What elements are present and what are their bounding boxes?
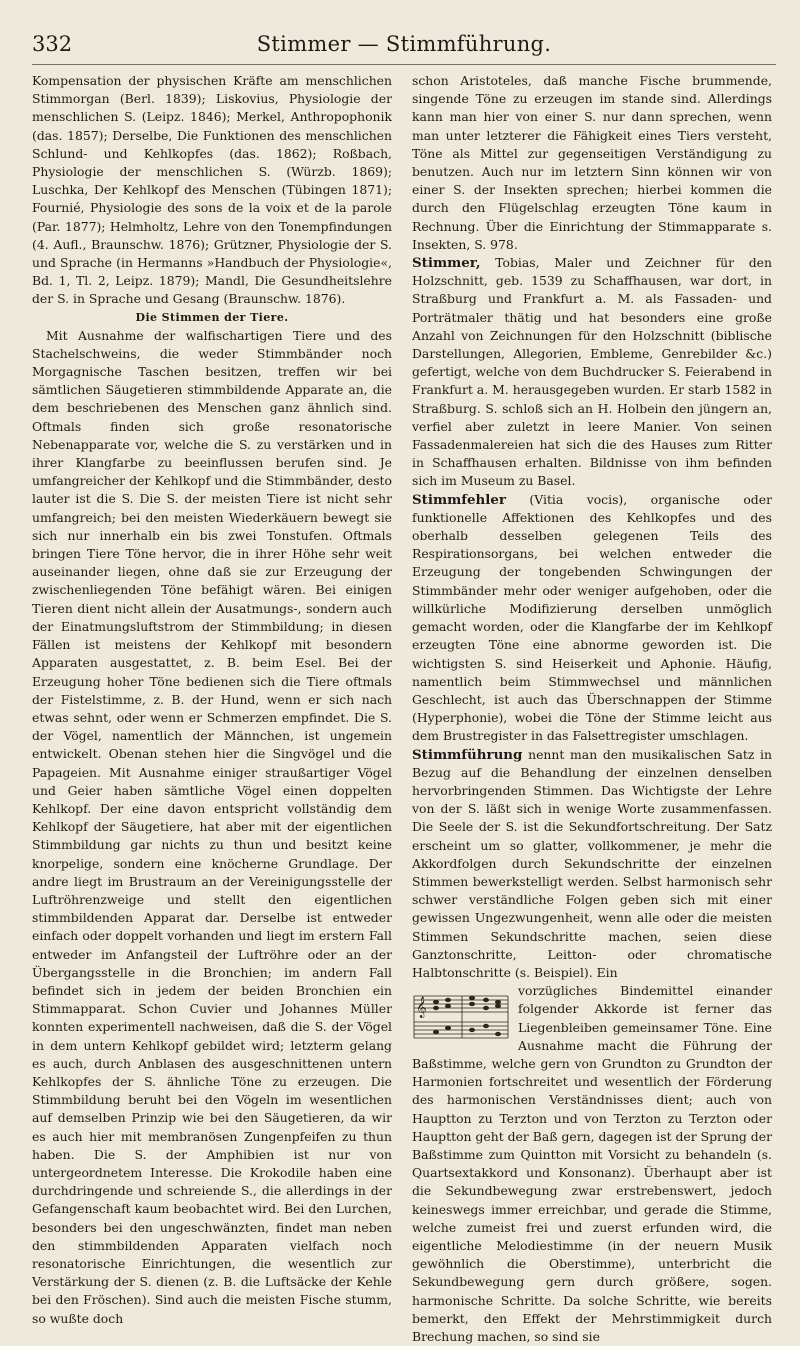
page-header (32, 30, 776, 65)
animal-voices-paragraph: Mit Ausnahme der walfischartigen Tiere und des Stachelschweins, die weder Stimmbänder noch Morgagnische Taschen besitzen, treffen wir bei sämtlichen Säugetieren stimmbildende Apparate an, die dem beschriebenen des Menschen ganz ähnlich sind. Oftmals finden sich große resonatorische Nebenapparate vor, welche die S. zu verstärken und in ihrer Klangfarbe zu beeinflussen berufen sind. Je umfangreicher der Kehlkopf und die Stimmbänder, desto lauter ist die S. Die S. der meisten Tiere ist nicht sehr umfangreich; bei den meisten Wiederkäuern bewegt sie sich nur innerhalb ein bis zwei Tonstufen. Oftmals bringen Tiere Töne hervor, die in ihrer Höhe sehr weit auseinander liegen, ohne daß sie zur Erzeugung der zwischenliegenden Töne befähigt wären. Bei einigen Tieren dient nicht allein der Ausatmungs-, sondern auch der Einatmungsluftstrom der Stimmbildung; in diesen Fällen ist meistens der Kehlkopf mit besondern Apparaten ausgestattet, z. B. beim Esel. Bei der Erzeugung hoher Töne bedienen sich die Tiere oftmals der Fistelstimme, z. B. der Hund, wenn er sich nach etwas sehnt, oder wenn er Schmerzen empfindet. Die S. der Vögel, namentlich der Männchen, ist ungemein entwickelt. Obenan stehen hier die Singvögel und die Papageien. Mit Ausnahme einiger straußartiger Vögel und Geier haben sämtliche Vögel einen doppelten Kehlkopf. Der eine davon entspricht vollständig dem Kehlkopf der Säugetiere, hat aber mit der eigentlichen Stimmbildung gar nichts zu thun und besitzt keine knorpelige, sondern eine knöcherne Grundlage. Der andre liegt im Brustraum an der Vereinigungsstelle der Luftröhrenzweige und stellt den eigentlichen stimmbildenden Apparat dar. Derselbe ist entweder einfach oder doppelt vorhanden und liegt im erstern Fall entweder im Anfangsteil der Luftröhre oder an der Übergangsstelle in die Bronchien; im andern Fall befindet sich in jedem der beiden Bronchien ein Stimmapparat. Schon Cuvier und Johannes Müller konnten experimentell nachweisen, daß die S. der Vögel in dem untern Kehlkopf gebildet wird; letzterm gelang es auch, durch Anblasen des ausgeschnittenen untern Kehlkopfes der S. ähnliche Töne zu erzeugen. Die Stimmbildung beruht bei den Vögeln im wesentlichen auf demselben Prinzip wie bei den Säugetieren, da wir es auch hier mit membranösen Zungenpfeifen zu thun haben. Die S. der Amphibien ist nur von untergeordnetem Interesse. Die Krokodile haben eine durchdringende und schreiende S., die allerdings in der Gefangenschaft kaum beobachtet wird. Bei den Lurchen, besonders bei den ungeschwänzten, findet man neben den stimmbildenden Apparaten vielfach noch resonatorische Einrichtungen, die wesentlich zur Verstärkung der S. dienen (z. B. die Luftsäcke der Kehle bei den Fröschen). Sind auch die meisten Fische stumm, so wußte doch (32, 327, 392, 1326)
headword-stimmer: Stimmer, (412, 255, 481, 272)
right-column (412, 72, 772, 1345)
svg-text:𝄞: 𝄞 (416, 997, 427, 1019)
left-column (32, 72, 392, 1326)
entry-stimmfehler (412, 491, 772, 746)
entry-stimmer (412, 254, 772, 491)
running-title: Stimmer — Stimmführung. (256, 32, 552, 56)
entry-stimmfuehrung-text-a: nennt man den musikalischen Satz in Bezug auf die Behandlung der einzelnen denselben hervorbringenden Stimmen. Das Wichtigste der Lehre von der S. läßt sich in wenige Worte zusammenfassen. Die Seele der S. ist die Sekundfortschreitung. Der Satz erscheint um so glatter, vollkommener, je mehr die Akkordfolgen durch Sekundschritte der einzelnen Stimmen bewerkstelligt werden. Selbst harmonisch sehr schwer verständliche Folgen geben sich mit einer gewissen Ungezwungenheit, wenn alle oder die meisten Stimmen Sekundschritte machen, seien diese Ganztonschritte, Leitton- oder chromatische Halbtonschritte (s. Beispiel). Ein (412, 746, 772, 980)
entry-stimmfuehrung-continued: vorzügliches Bindemittel einander folgender Akkorde ist ferner das Liegenbleiben gemeinsamer Töne. Eine Ausnahme macht die Führung der Baßstimme, welche gern von Grundton zu Grundton der Harmonien fortschreitet und wesentlich der Förderung des harmonischen Verständnisses dient; auch von Hauptton zu Terzton und von Terzton zu Terzton oder Hauptton geht der Baß gern, dagegen ist der Sprung der Baßstimme zum Quintton mit Vorsicht zu behandeln (s. Quartsextakkord und Konsonanz). Überhaupt aber ist die Sekundbewegung zwar erstrebenswert, jedoch keineswegs immer erreichbar, und gerade die Stimme, welche zumeist frei und zuerst erfunden wird, die eigentliche Melodiestimme (in der neuern Musik gewöhnlich die Oberstimme), unterbricht die Sekundbewegung gern durch größere, sogen. harmonische Schritte. Da solche Schritte, wie bereits bemerkt, den Effekt der Mehrstimmigkeit durch Brechung machen, so sind sie (412, 983, 772, 1345)
bibliography-paragraph: Kompensation der physischen Kräfte am menschlichen Stimmorgan (Berl. 1839); Liskovius, Physiologie der menschlichen S. (Leipz. 1846); Merkel, Anthropophonik (das. 1857); Derselbe, Die Funktionen des menschlichen Schlund- und Kehlkopfes (das. 1862); Roßbach, Physiologie der menschlichen S. (Würzb. 1869); Luschka, Der Kehlkopf des Menschen (Tübingen 1871); Fournié, Physiologie des sons de la voix et de la parole (Par. 1877); Helmholtz, Lehre von den Tonempfindungen (4. Aufl., Braunschw. 1876); Grützner, Physiologie der S. und Sprache (in Hermanns »Handbuch der Physiologie«, Bd. 1, Tl. 2, Leipz. 1879); Mandl, Die Gesundheitslehre der S. in Sprache und Gesang (Braunschw. 1876). (32, 73, 392, 307)
section-subheading: Die Stimmen der Tiere. (135, 310, 289, 324)
entry-stimmfehler-text: (Vitia vocis), organische oder funktionelle Affektionen des Kehlkopfes und des oberhalb desselben gelegenen Teils des Respirationsorgans, bei welchen entweder die Erzeugung der tongebenden Schwingungen der Stimmbänder mehr oder weniger aufgehoben, oder die willkürliche Modifizierung derselben unmöglich gemacht worden, oder die Klangfarbe der im Kehlkopf erzeugten Töne eine abnorme geworden ist. Die wichtigsten S. sind Heiserkeit und Aphonie. Häufig, namentlich beim Stimmwechsel und männlichen Geschlecht, ist auch das Überschnappen der Stimme (Hyperphonie), wobei die Töne der Stimme leicht aus dem Brustregister in das Falsettregister umschlagen. (412, 491, 772, 744)
headword-stimmfuehrung: Stimmführung (412, 746, 523, 763)
music-staff-icon (412, 988, 510, 1046)
page-number: 332 (32, 32, 73, 56)
headword-stimmfehler: Stimmfehler (412, 491, 506, 508)
entry-stimmfuehrung (412, 746, 772, 983)
entry-stimmer-text: Tobias, Maler und Zeichner für den Holzschnitt, geb. 1539 zu Schaffhausen, war dort, in Straßburg und Frankfurt a. M. als Fassaden- und Porträtmaler thätig und hat besonders eine große Anzahl von Zeichnungen für den Holzschnitt (biblische Darstellungen, Allegorien, Embleme, Genrebilder &c.) gefertigt, welche von dem Buchdrucker S. Feierabend in Frankfurt a. M. herausgegeben wurden. Er starb 1582 in Straßburg. S. schloß sich an H. Holbein den jüngern an, verfiel aber zuletzt in leere Manier. Von seinen Fassadenmalereien hat sich die des Hauses zum Ritter in Schaffhausen erhalten. Bildnisse von ihm befinden sich im Museum zu Basel. (412, 255, 772, 489)
continuation-paragraph: schon Aristoteles, daß manche Fische brummende, singende Töne zu erzeugen im stande sind. Allerdings kann man hier von einer S. nur dann sprechen, wenn man unter letzterer die Fähigkeit eines Tiers versteht, Töne als Mittel zur gegenseitigen Verständigung zu benutzen. Auch nur im letztern Sinn können wir von einer S. der Insekten sprechen; hierbei kommen die durch den Flügelschlag erzeugten Töne kaum in Rechnung. Über die Einrichtung der Stimmapparate s. Insekten, S. 978. (412, 73, 772, 252)
music-example-figure (412, 988, 510, 1046)
